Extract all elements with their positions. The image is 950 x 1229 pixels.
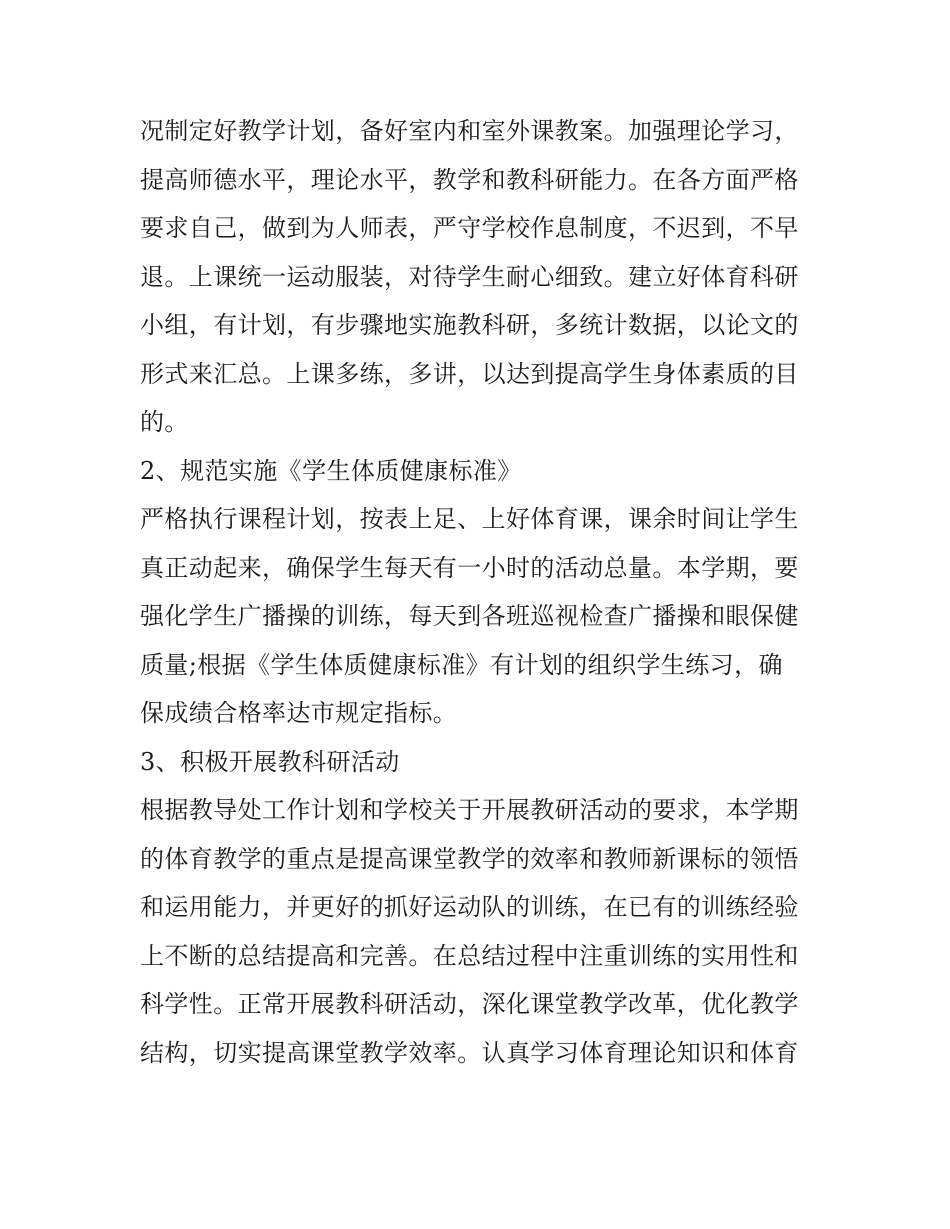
paragraph-line: 形式来汇总。上课多练，多讲，以达到提高学生身体素质的目: [140, 359, 799, 388]
paragraph-line: 的体育教学的重点是提高课堂教学的效率和教师新课标的领悟: [140, 844, 799, 873]
paragraph-line: 的。: [140, 408, 189, 436]
paragraph-line: 保成绩合格率达市规定指标。: [140, 699, 458, 727]
section-heading-3: 3、积极开展教科研活动: [140, 747, 400, 776]
section-heading-2: 2、规范实施《学生体质健康标准》: [140, 456, 522, 485]
paragraph-line: 和运用能力，并更好的抓好运动队的训练，在已有的训练经验: [140, 893, 799, 921]
paragraph-line: 结构，切实提高课堂教学效率。认真学习体育理论知识和体育: [140, 1038, 799, 1067]
document-body: [140, 107, 820, 1077]
paragraph-line: 根据教导处工作计划和学校关于开展教研活动的要求，本学期: [140, 796, 799, 824]
paragraph-line: 要求自己，做到为人师表，严守学校作息制度，不迟到，不早: [140, 214, 799, 242]
paragraph-line: 况制定好教学计划，备好室内和室外课教案。加强理论学习，: [140, 117, 799, 145]
paragraph-line: 提高师德水平，理论水平，教学和教科研能力。在各方面严格: [140, 165, 799, 194]
paragraph-line: 严格执行课程计划，按表上足、上好体育课，课余时间让学生: [140, 505, 799, 533]
paragraph-line: 真正动起来，确保学生每天有一小时的活动总量。本学期，要: [140, 553, 799, 582]
paragraph-line: 退。上课统一运动服装，对待学生耐心细致。建立好体育科研: [140, 262, 799, 291]
paragraph-line: 小组，有计划，有步骤地实施教科研，多统计数据，以论文的: [140, 311, 799, 339]
paragraph-line: 上不断的总结提高和完善。在总结过程中注重训练的实用性和: [140, 941, 799, 970]
paragraph-line: 质量;根据《学生体质健康标准》有计划的组织学生练习，确: [140, 650, 783, 679]
paragraph-line: 强化学生广播操的训练，每天到各班巡视检查广播操和眼保健: [140, 602, 799, 630]
paragraph-line: 科学性。正常开展教科研活动，深化课堂教学改革，优化教学: [140, 990, 799, 1018]
